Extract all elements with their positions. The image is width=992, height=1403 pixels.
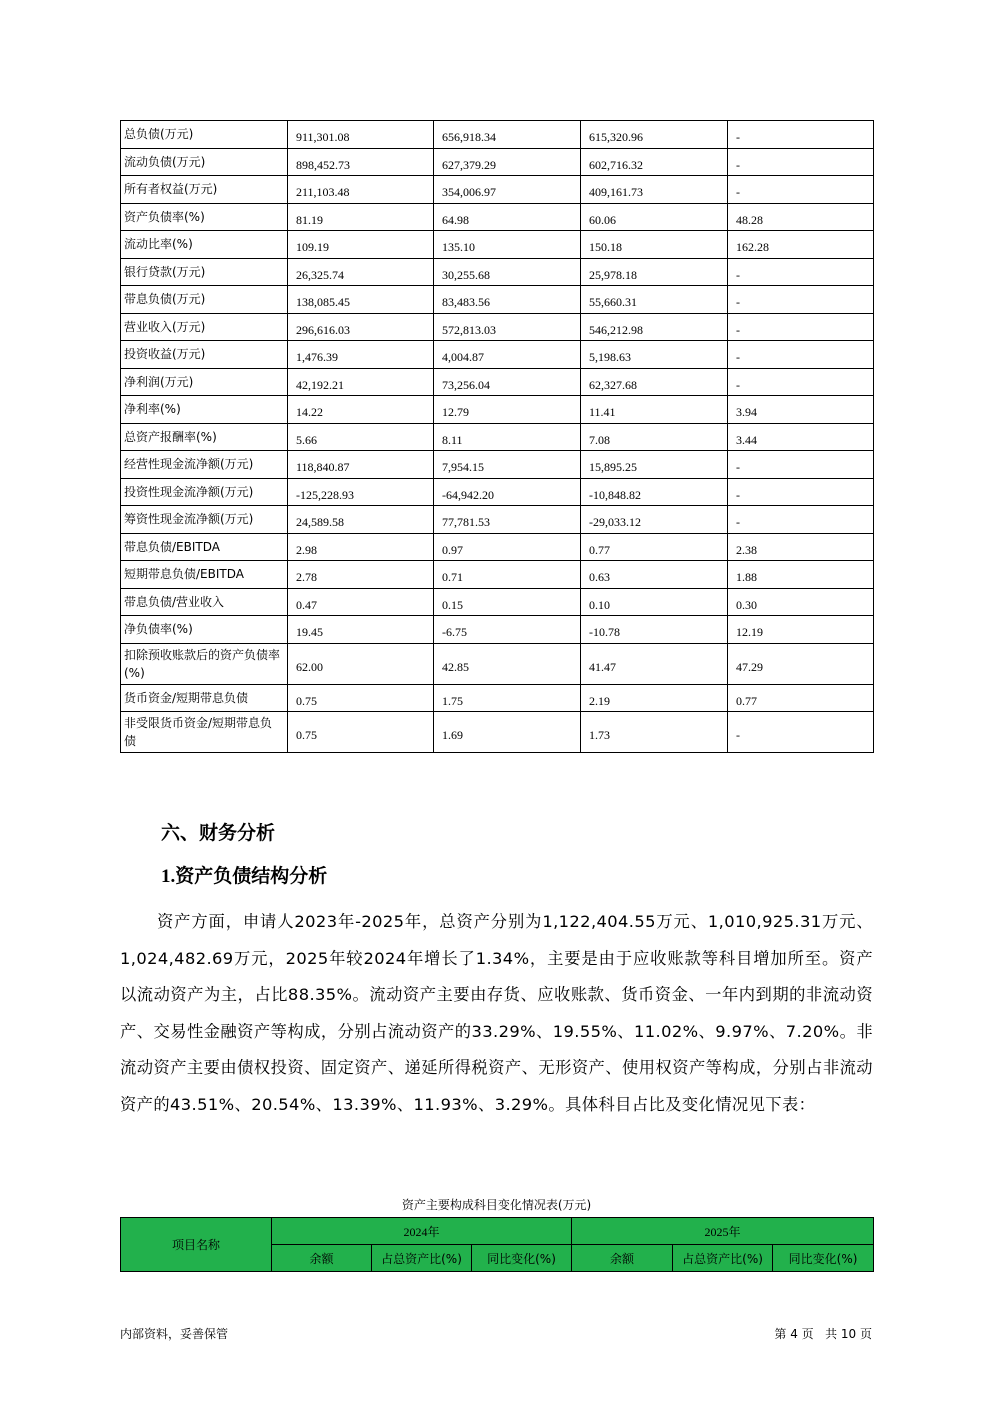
metrics-row: [121, 533, 874, 561]
header-share-2024: 占总资产比(%): [372, 1245, 472, 1272]
metrics-row: [121, 643, 874, 684]
metric-name: 带息负债/营业收入: [121, 588, 288, 616]
subsection-heading-asset-liability: [161, 861, 327, 888]
metric-value: 135.10: [434, 231, 581, 259]
metrics-row: [121, 231, 874, 259]
metrics-row: [121, 313, 874, 341]
metric-value: -: [728, 712, 874, 753]
metric-value: -: [728, 148, 874, 176]
metric-value: 109.19: [288, 231, 434, 259]
metric-value: 73,256.04: [434, 368, 581, 396]
metric-name: 所有者权益(万元): [121, 176, 288, 204]
header-yoy-2024: 同比变化(%): [472, 1245, 572, 1272]
metric-name: 流动比率(%): [121, 231, 288, 259]
metric-value: 0.71: [434, 561, 581, 589]
metric-name: 短期带息负债/EBITDA: [121, 561, 288, 589]
header-balance-2025: 余额: [572, 1245, 673, 1272]
metric-name: 筹资性现金流净额(万元): [121, 506, 288, 534]
metrics-row: [121, 712, 874, 753]
metric-value: 26,325.74: [288, 258, 434, 286]
metric-value: 1,476.39: [288, 341, 434, 369]
metric-value: 0.47: [288, 588, 434, 616]
metric-value: 8.11: [434, 423, 581, 451]
metric-value: 55,660.31: [581, 286, 728, 314]
financial-metrics-table: [120, 120, 874, 753]
metric-name: 流动负债(万元): [121, 148, 288, 176]
metric-value: 2.78: [288, 561, 434, 589]
metric-value: 2.38: [728, 533, 874, 561]
metric-value: 546,212.98: [581, 313, 728, 341]
metric-value: 615,320.96: [581, 121, 728, 149]
metric-value: -6.75: [434, 616, 581, 644]
header-share-2025: 占总资产比(%): [673, 1245, 773, 1272]
metric-name: 投资性现金流净额(万元): [121, 478, 288, 506]
header-yoy-2025: 同比变化(%): [773, 1245, 874, 1272]
financial-metrics-body: [121, 121, 874, 753]
metric-value: 3.94: [728, 396, 874, 424]
metric-value: 4,004.87: [434, 341, 581, 369]
metric-value: 0.97: [434, 533, 581, 561]
metrics-row: [121, 148, 874, 176]
metric-value: 1.69: [434, 712, 581, 753]
metric-value: 42.85: [434, 643, 581, 684]
metric-value: -: [728, 341, 874, 369]
metric-value: 48.28: [728, 203, 874, 231]
metric-value: 138,085.45: [288, 286, 434, 314]
metric-value: 3.44: [728, 423, 874, 451]
metric-value: 0.15: [434, 588, 581, 616]
subsection-title: 资产负债结构分析: [175, 865, 328, 887]
metric-value: -29,033.12: [581, 506, 728, 534]
metric-value: -64,942.20: [434, 478, 581, 506]
metric-value: -: [728, 313, 874, 341]
section-heading-financial-analysis: 六、财务分析: [161, 822, 276, 844]
metrics-row: [121, 258, 874, 286]
metric-value: 7.08: [581, 423, 728, 451]
metric-value: 12.19: [728, 616, 874, 644]
metrics-row: [121, 588, 874, 616]
footer-page-number: 第 4 页 共 10 页: [774, 1327, 872, 1341]
metric-value: 5,198.63: [581, 341, 728, 369]
metric-value: 0.75: [288, 712, 434, 753]
metric-value: -10.78: [581, 616, 728, 644]
metric-value: 2.98: [288, 533, 434, 561]
metric-name: 银行贷款(万元): [121, 258, 288, 286]
metric-value: 62.00: [288, 643, 434, 684]
metric-value: 118,840.87: [288, 451, 434, 479]
metric-value: -125,228.93: [288, 478, 434, 506]
metric-value: 0.77: [581, 533, 728, 561]
metrics-row: [121, 616, 874, 644]
metrics-row: [121, 341, 874, 369]
metrics-row: [121, 203, 874, 231]
metric-value: 0.10: [581, 588, 728, 616]
metric-value: 211,103.48: [288, 176, 434, 204]
metric-name: 营业收入(万元): [121, 313, 288, 341]
metric-value: -10,848.82: [581, 478, 728, 506]
metric-value: 296,616.03: [288, 313, 434, 341]
metric-value: 7,954.15: [434, 451, 581, 479]
assets-table-caption: 资产主要构成科目变化情况表(万元): [401, 1198, 592, 1212]
metrics-row: [121, 396, 874, 424]
metric-value: -: [728, 451, 874, 479]
metric-value: 0.77: [728, 684, 874, 712]
metric-name: 资产负债率(%): [121, 203, 288, 231]
asset-analysis-paragraph: 资产方面，申请人2023年-2025年，总资产分别为1,122,404.55万元、1,010,925.31万元、1,024,482.69万元，2025年较2024年增长了1.34%，主要是由于应收账款等科目增加所至。资产以流动资产为主，占比88.35%。流动资产主要由存货、应收账款、货币资金、一年内到期的非流动资产、交易性金融资产等构成，分别占流动资产的33.29%、19.55%、11.02%、9.97%、7.20%。非流动资产主要由债权投资、固定资产、递延所得税资产、无形资产、使用权资产等构成，分别占非流动资产的43.51%、20.54%、13.39%、11.93%、3.29%。具体科目占比及变化情况见下表：: [120, 912, 873, 1114]
metric-value: 30,255.68: [434, 258, 581, 286]
metrics-row: [121, 121, 874, 149]
metric-value: -: [728, 286, 874, 314]
metrics-row: [121, 561, 874, 589]
header-year-2024: 2024年: [272, 1218, 572, 1245]
metric-value: 42,192.21: [288, 368, 434, 396]
metric-value: 64.98: [434, 203, 581, 231]
metrics-row: [121, 423, 874, 451]
metric-value: 60.06: [581, 203, 728, 231]
metrics-row: [121, 286, 874, 314]
subsection-number: 1.: [161, 866, 176, 887]
metric-value: 25,978.18: [581, 258, 728, 286]
metric-name: 净负债率(%): [121, 616, 288, 644]
metrics-row: [121, 176, 874, 204]
metric-value: -: [728, 368, 874, 396]
metric-value: 0.75: [288, 684, 434, 712]
header-balance-2024: 余额: [272, 1245, 372, 1272]
metric-value: 409,161.73: [581, 176, 728, 204]
metric-value: 354,006.97: [434, 176, 581, 204]
metric-name: 净利率(%): [121, 396, 288, 424]
metric-value: -: [728, 478, 874, 506]
metric-value: 15,895.25: [581, 451, 728, 479]
metric-value: 1.73: [581, 712, 728, 753]
metric-name: 经营性现金流净额(万元): [121, 451, 288, 479]
metric-name: 总负债(万元): [121, 121, 288, 149]
metric-value: 12.79: [434, 396, 581, 424]
assets-composition-table: [120, 1217, 874, 1272]
metric-value: 77,781.53: [434, 506, 581, 534]
metric-value: 572,813.03: [434, 313, 581, 341]
metric-value: 11.41: [581, 396, 728, 424]
metric-name: 带息负债(万元): [121, 286, 288, 314]
metric-value: -: [728, 258, 874, 286]
metric-value: 1.75: [434, 684, 581, 712]
metric-value: -: [728, 506, 874, 534]
metric-value: 898,452.73: [288, 148, 434, 176]
metric-value: 627,379.29: [434, 148, 581, 176]
metric-value: 1.88: [728, 561, 874, 589]
metric-value: 162.28: [728, 231, 874, 259]
metric-value: 150.18: [581, 231, 728, 259]
metric-name: 扣除预收账款后的资产负债率(%): [121, 643, 288, 684]
metric-value: 911,301.08: [288, 121, 434, 149]
metric-value: 656,918.34: [434, 121, 581, 149]
metric-value: 81.19: [288, 203, 434, 231]
metric-name: 投资收益(万元): [121, 341, 288, 369]
metric-value: -: [728, 176, 874, 204]
metrics-row: [121, 506, 874, 534]
metric-value: 2.19: [581, 684, 728, 712]
metric-value: 14.22: [288, 396, 434, 424]
header-item-name: 项目名称: [121, 1218, 272, 1272]
metric-value: 83,483.56: [434, 286, 581, 314]
metric-name: 净利润(万元): [121, 368, 288, 396]
metric-value: 5.66: [288, 423, 434, 451]
metric-value: 0.30: [728, 588, 874, 616]
metric-name: 非受限货币资金/短期带息负债: [121, 712, 288, 753]
metric-value: 62,327.68: [581, 368, 728, 396]
metric-name: 带息负债/EBITDA: [121, 533, 288, 561]
metric-value: -: [728, 121, 874, 149]
metrics-row: [121, 684, 874, 712]
metrics-row: [121, 451, 874, 479]
metric-name: 总资产报酬率(%): [121, 423, 288, 451]
metrics-row: [121, 368, 874, 396]
metric-value: 602,716.32: [581, 148, 728, 176]
metric-value: 24,589.58: [288, 506, 434, 534]
metric-value: 0.63: [581, 561, 728, 589]
metric-name: 货币资金/短期带息负债: [121, 684, 288, 712]
footer-confidential-note: 内部资料，妥善保管: [120, 1327, 229, 1341]
metric-value: 19.45: [288, 616, 434, 644]
header-year-2025: 2025年: [572, 1218, 874, 1245]
metric-value: 47.29: [728, 643, 874, 684]
metric-value: 41.47: [581, 643, 728, 684]
metrics-row: [121, 478, 874, 506]
